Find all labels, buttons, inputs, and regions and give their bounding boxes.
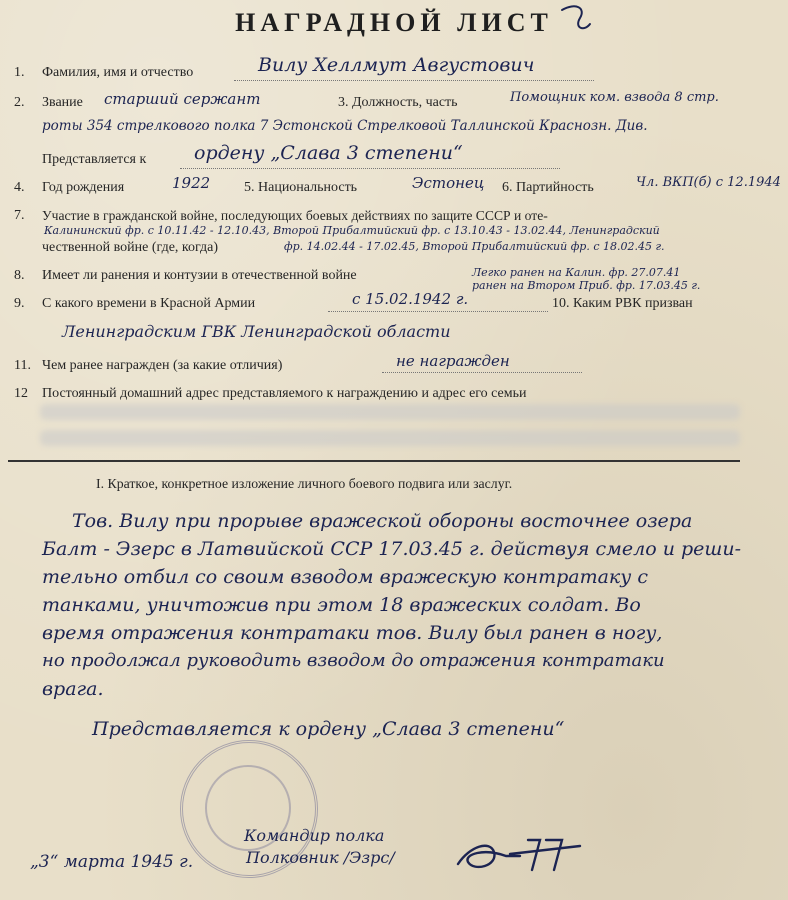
presented-to-underline [180,168,560,169]
address-redacted-1 [40,404,740,420]
war-participation-value-2: фр. 14.02.44 - 17.02.45, Второй Прибалтийский фр. с 18.02.45 г. [284,240,665,253]
name-label: Фамилия, имя и отчество [42,65,194,80]
document-title: НАГРАДНОЙ ЛИСТ [235,8,553,37]
field-number-12: 12 [14,386,28,401]
presented-to-label: Представляется к [42,152,147,167]
presented-to-value: ордену „Слава 3 степени“ [194,142,463,164]
rank-label: Звание [42,95,83,110]
party-label: 6. Партийность [502,180,594,195]
wounds-value-2: ранен на Втором Приб. фр. 17.03.45 г. [472,279,701,292]
position-label: 3. Должность, часть [338,95,458,110]
section-heading: I. Краткое, конкретное изложение личного боевого подвига или заслуг. [96,476,513,491]
war-participation-value-1: Калининский фр. с 10.11.42 - 12.10.43, Второй Прибалтийский фр. с 13.10.43 - 13.02.44, Ленинградский [44,224,660,237]
narrative-line-2: Балт - Эзерс в Латвийской ССР 17.03.45 г. действуя смело и реши- [42,538,742,560]
army-since-label: С какого времени в Красной Армии [42,296,256,311]
birth-year-value: 1922 [172,174,211,192]
position-value-line2: роты 354 стрелкового полка 7 Эстонской Стрелковой Таллинской Краснозн. Див. [42,118,648,134]
address-redacted-2 [40,430,740,446]
narrative-line-5: время отражения контратаки тов. Вилу был ранен в ногу, [42,622,663,644]
party-value: Чл. ВКП(б) с 12.1944 [636,175,781,190]
narrative-line-4: танками, уничтожив при этом 18 вражеских солдат. Во [42,594,641,616]
field-number-4: 4. [14,180,25,195]
field-number-9: 9. [14,296,25,311]
narrative-line-7: врага. [42,678,104,700]
field-number-2: 2. [14,95,25,110]
narrative-line-6: но продолжал руководить взводом до отражения контратаки [42,650,665,671]
rvk-label: 10. Каким РВК призван [552,296,693,311]
rvk-value: Ленинградским ГВК Ленинградской области [62,322,451,341]
army-since-value: с 15.02.1942 г. [352,290,469,308]
narrative-line-1: Тов. Вилу при прорыве вражеской обороны восточнее озера [72,510,693,532]
wounds-label: Имеет ли ранения и контузии в отечественной войне [42,268,357,283]
previous-awards-underline [382,372,582,373]
previous-awards-label: Чем ранее награжден (за какие отличия) [42,358,283,373]
nationality-value: Эстонец [412,174,485,192]
name-value: Вилу Хеллмут Августович [258,54,535,76]
signature-scribble [450,826,590,882]
field-number-8: 8. [14,268,25,283]
army-since-underline [328,311,548,312]
signature-role: Командир полка [244,826,385,845]
war-participation-label-2: чественной войне (где, когда) [42,240,219,255]
nationality-label: 5. Национальность [244,180,358,195]
corner-mark [556,2,596,42]
address-label: Постоянный домашний адрес представляемого к награждению и адрес его семьи [42,386,527,401]
war-participation-label-1: Участие в гражданской войне, последующих боевых действиях по защите СССР и оте- [42,208,548,223]
signature-rank: Полковник /Эзрс/ [246,848,395,867]
field-number-11: 11. [14,358,31,373]
section-divider [8,460,740,462]
signature-date: „3“ марта 1945 г. [30,852,194,872]
field-number-1: 1. [14,65,25,80]
conclusion-text: Представляется к ордену „Слава 3 степени“ [92,718,565,740]
previous-awards-value: не награжден [396,352,510,370]
narrative-line-3: тельно отбил со своим взводом вражескую контратаку с [42,566,648,588]
field-number-7: 7. [14,208,25,223]
birth-year-label: Год рождения [42,180,125,195]
position-value-line1: Помощник ком. взвода 8 стр. [510,90,719,105]
rank-value: старший сержант [104,90,261,108]
wounds-value-1: Легко ранен на Калин. фр. 27.07.41 [472,266,681,279]
name-underline [234,80,594,81]
